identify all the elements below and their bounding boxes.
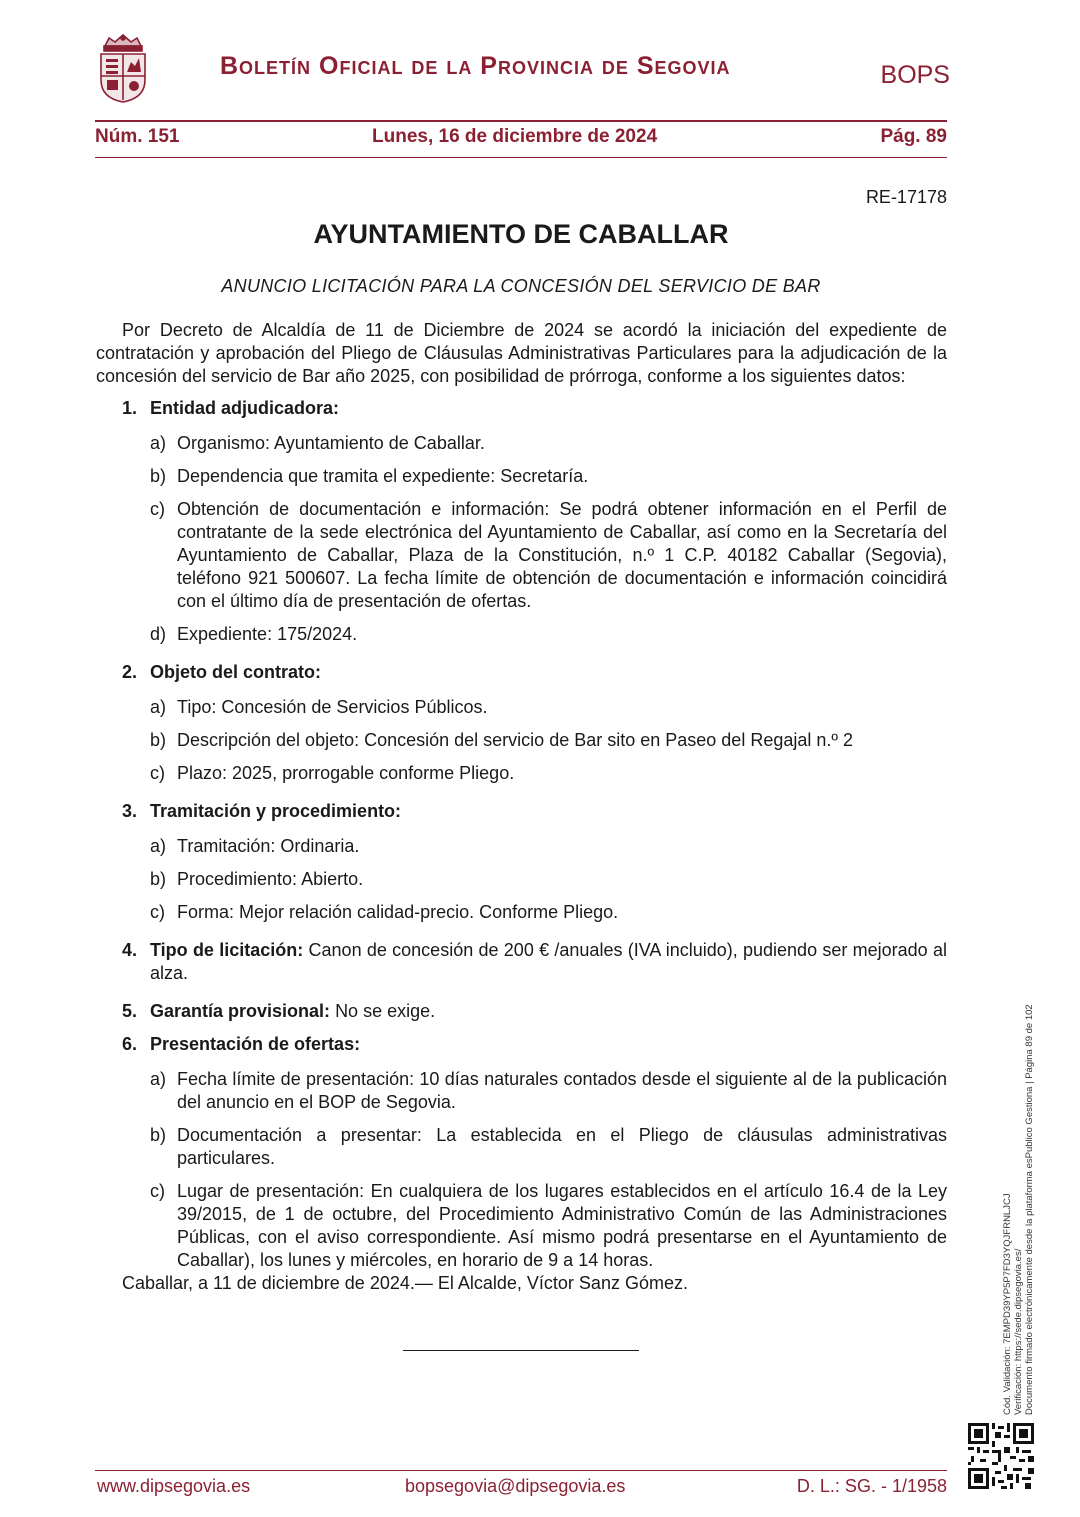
list-item xyxy=(96,465,947,488)
section-1 xyxy=(96,397,947,420)
section-number: 2. xyxy=(122,662,138,682)
item-text: Forma: Mejor relación calidad-precio. Conforme Pliego. xyxy=(177,902,619,922)
section-number: 5. xyxy=(122,1001,138,1021)
email-link[interactable]: bopsegovia@dipsegovia.es xyxy=(405,1476,626,1496)
section-6 xyxy=(96,1033,947,1056)
list-item xyxy=(96,901,947,924)
website-link[interactable]: www.dipsegovia.es xyxy=(97,1476,251,1496)
item-text: Documentación a presentar: La establecida en el Pliego de cláusulas administrativas particulares. xyxy=(177,1125,947,1168)
item-letter: a) xyxy=(150,697,167,717)
section-heading: Garantía provisional: xyxy=(150,1001,331,1021)
qr-code-icon xyxy=(968,1423,1034,1489)
section-number: 3. xyxy=(122,801,138,821)
list-item xyxy=(96,835,947,858)
list-item xyxy=(96,1068,947,1114)
issue-date: Lunes, 16 de diciembre de 2024 xyxy=(372,126,658,147)
item-letter: c) xyxy=(150,1181,165,1201)
section-number: 4. xyxy=(122,940,138,960)
verification-url: Verificación: https://sede.dipsegovia.es/ xyxy=(1013,1248,1024,1415)
item-letter: b) xyxy=(150,869,167,889)
footer-rule xyxy=(95,1470,947,1471)
item-text: Obtención de documentación e información: Se podrá obtener información en el Perfil de contratante de la sede electrónica del Ayuntamiento de Caballar, así como en la Secretaría del Ayuntamiento de Caballar, Plaza de la Constitución, n.º 1 C.P. 40182 Caballar (Segovia), teléfono 921 500607. La fecha límite de obtención de documentación e información coincidirá con el último día de presentación de ofertas. xyxy=(177,499,947,611)
section-number: 6. xyxy=(122,1034,138,1054)
item-letter: c) xyxy=(150,499,165,519)
section-heading: Tramitación y procedimiento: xyxy=(150,801,402,821)
header-rule xyxy=(95,120,947,122)
list-item xyxy=(96,868,947,891)
item-letter: a) xyxy=(150,433,167,453)
bulletin-title: Boletín Oficial de la Provincia de Segovia xyxy=(220,52,731,80)
item-text: Dependencia que tramita el expediente: Secretaría. xyxy=(177,466,589,486)
organization-title: AYUNTAMIENTO DE CABALLAR xyxy=(313,219,729,249)
registry-ref: RE-17178 xyxy=(865,187,947,207)
item-text: Procedimiento: Abierto. xyxy=(177,869,364,889)
item-letter: c) xyxy=(150,763,165,783)
item-text: Descripción del objeto: Concesión del servicio de Bar sito en Paseo del Regajal n.º 2 xyxy=(177,730,853,750)
list-item xyxy=(96,432,947,455)
list-item xyxy=(96,1180,947,1272)
list-item xyxy=(96,1124,947,1170)
closing-signature: Caballar, a 11 de diciembre de 2024.— El Alcalde, Víctor Sanz Gómez. xyxy=(122,1273,688,1293)
end-separator xyxy=(403,1350,639,1351)
item-text: Expediente: 175/2024. xyxy=(177,624,358,644)
item-text: Organismo: Ayuntamiento de Caballar. xyxy=(177,433,485,453)
item-letter: b) xyxy=(150,466,167,486)
item-letter: d) xyxy=(150,624,167,644)
bulletin-abbr: BOPS xyxy=(880,61,950,89)
issue-number: Núm. 151 xyxy=(95,126,180,147)
announcement-subtitle: ANUNCIO LICITACIÓN PARA LA CONCESIÓN DEL SERVICIO DE BAR xyxy=(221,276,821,296)
coat-of-arms-icon xyxy=(95,32,151,104)
signature-note: Documento firmado electrónicamente desde la plataforma esPublico Gestiona | Página 89 de 102 xyxy=(1024,1004,1035,1415)
item-text: Fecha límite de presentación: 10 días naturales contados desde el siguiente al de la publicación del anuncio en el BOP de Segovia. xyxy=(177,1069,947,1112)
intro-paragraph: Por Decreto de Alcaldía de 11 de Diciembre de 2024 se acordó la iniciación del expediente de contratación y aprobación del Pliego de Cláusulas Administrativas Particulares para la adjudicación de la concesión del servicio de Bar año 2025, con posibilidad de prórroga, conforme a los siguientes datos: xyxy=(96,320,947,386)
legal-deposit: D. L.: SG. - 1/1958 xyxy=(796,1476,947,1496)
list-item xyxy=(96,696,947,719)
section-text: No se exige. xyxy=(335,1001,436,1021)
item-letter: a) xyxy=(150,1069,167,1089)
validation-code: Cód. Validación: 7EMPD39YP5P7FD3YQJFRNLJCJ xyxy=(1002,1193,1013,1415)
section-heading: Presentación de ofertas: xyxy=(150,1034,361,1054)
list-item xyxy=(96,623,947,646)
section-heading: Tipo de licitación: xyxy=(150,940,304,960)
item-letter: c) xyxy=(150,902,165,922)
list-item xyxy=(96,729,947,752)
section-heading: Entidad adjudicadora: xyxy=(150,398,340,418)
item-letter: b) xyxy=(150,1125,167,1145)
section-5 xyxy=(96,1000,947,1023)
item-letter: b) xyxy=(150,730,167,750)
page-number: Pág. 89 xyxy=(880,126,947,147)
item-text: Tipo: Concesión de Servicios Públicos. xyxy=(177,697,488,717)
item-text: Lugar de presentación: En cualquiera de los lugares establecidos en el artículo 16.4 de la Ley 39/2015, de 1 de octubre, del Procedimiento Administrativo Común de las Administraciones Públicas, con el aviso correspondiente. Así mismo podrá presentarse en el Ayuntamiento de Caballar), los lunes y miércoles, en horario de 9 a 14 horas. xyxy=(177,1181,947,1270)
validation-text xyxy=(1002,915,1035,1415)
section-text: Canon de concesión de 200 € /anuales (IVA incluido), pudiendo ser mejorado al alza. xyxy=(150,940,947,983)
list-item xyxy=(96,762,947,785)
section-4 xyxy=(96,939,947,985)
item-text: Plazo: 2025, prorrogable conforme Pliego. xyxy=(177,763,515,783)
section-heading: Objeto del contrato: xyxy=(150,662,321,682)
issue-rule xyxy=(95,157,947,158)
section-2 xyxy=(96,661,947,684)
item-text: Tramitación: Ordinaria. xyxy=(177,836,360,856)
section-number: 1. xyxy=(122,398,138,418)
document-body xyxy=(96,319,947,1295)
list-item xyxy=(96,498,947,613)
item-letter: a) xyxy=(150,836,167,856)
section-3 xyxy=(96,800,947,823)
